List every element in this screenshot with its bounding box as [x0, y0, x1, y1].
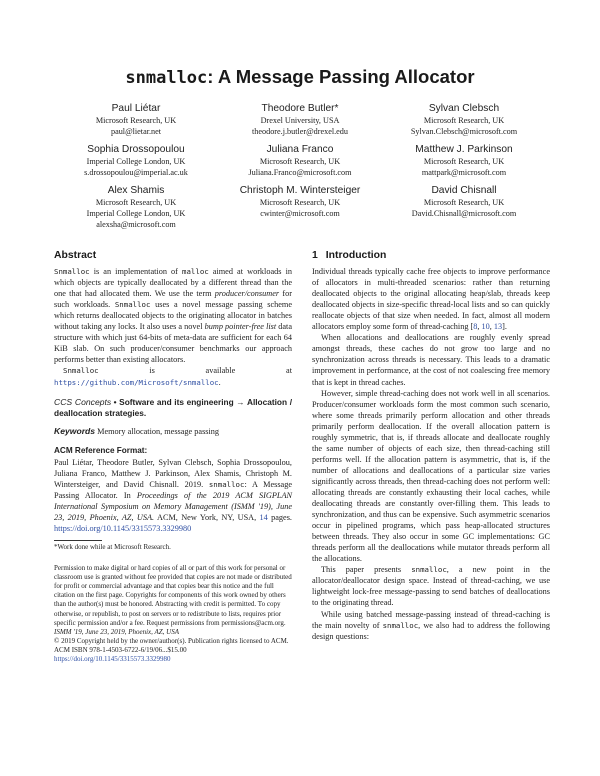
text: Paul Liétar, Theodore Butler, Sylvan Clebsch, Sophia Drossopoulou, Juliana Franco, Matthew J. Parkinson, Alex Shamis, Christoph M. Wintersteiger, and David Chisnall. 2019.	[54, 457, 292, 489]
author-affiliation: Microsoft Research, UK	[259, 198, 341, 207]
author-name: David Chisnall	[431, 185, 497, 196]
author-affiliation: Microsoft Research, UK	[95, 198, 177, 207]
author-email[interactable]: cwinter@microsoft.com	[260, 209, 340, 218]
code-snmalloc: Snmalloc	[63, 366, 99, 376]
text: is available at	[98, 366, 292, 376]
author-email[interactable]: Juliana.Franco@microsoft.com	[248, 168, 352, 177]
code-snmalloc: snmalloc	[411, 565, 447, 575]
author	[382, 184, 546, 230]
citation-link[interactable]: 8	[473, 322, 478, 332]
author-name: Juliana Franco	[266, 144, 334, 155]
title-prefix: snmalloc	[125, 68, 208, 88]
keywords-text: Memory allocation, message passing	[97, 426, 220, 436]
permission-text: Permission to make digital or hard copies of all or part of this work for personal or classroom use is granted without fee provided that copies are not made or distributed for profit or commercial advantage and that copies bear this notice and the full citation on the first page. Copyrights for components of this work owned by others than the author(s) must be honored. Abstracting with credit is permitted. To copy otherwise, or republish, to post on servers or to redistribute to lists, requires prior specific permission and/or a fee. Request permissions from permissions@acm.org.	[54, 564, 292, 627]
citation-link[interactable]: 10	[481, 322, 490, 332]
author-block	[54, 102, 546, 230]
author-affiliation: Microsoft Research, UK	[423, 157, 505, 166]
author	[54, 143, 218, 178]
author-email[interactable]: alexsha@microsoft.com	[96, 220, 176, 229]
paragraph: However, simple thread-caching does not work well in all scenarios. Producer/consumer workloads form the most common such scenario, where some threads primarily perform allocation and other threads primarily perform deallocation. If the overall allocation pattern is roughly symmetric, that is, if threads allocate and deallocate roughly the same number of objects of each size, then thread-caching still performs well. If the allocation pattern is asymmetric, that is, if the number of allocations and deallocations of a particular size varies significantly across threads, then thread-caching does not perform well: allocating threads are constantly exhausting their local caches, while deallocating threads are constantly over-filling them. This leads to synchronization, and thus can be expensive. Such asymmetric scenarios occur in pipelined programs, which pass heap-allocated structures between threads. They also occur in some GC implementations: GC threads perform all the deallocations while mutator threads perform all the allocations.	[312, 388, 550, 564]
paragraph: When allocations and deallocations are roughly evenly spread amongst threads, these caches do not grow too large and no synchronization across threads is necessary. This leads to a dramatic improvement in performance, at the cost of not coalescing free memory that is kept in thread caches.	[312, 333, 550, 387]
keywords-label: Keywords	[54, 425, 96, 436]
abstract-paragraph	[54, 266, 292, 365]
footnote: *Work done while at Microsoft Research.	[54, 543, 171, 552]
permission-block	[54, 564, 292, 664]
code-snmalloc: snmalloc	[382, 620, 419, 630]
text: : A Message Passing Allocator. In	[54, 479, 292, 500]
author-email[interactable]: mattpark@microsoft.com	[421, 168, 507, 177]
author-affiliation-2: Imperial College London, UK	[86, 209, 186, 218]
author-email[interactable]: theodore.j.butler@drexel.edu	[252, 127, 348, 136]
author-name: Alex Shamis	[107, 185, 165, 196]
text: While using batched message-passing instead of thread-caching is the main novelty of	[312, 609, 550, 630]
text: ].	[502, 322, 507, 332]
text: This paper presents	[321, 565, 412, 575]
text: ACM, New York, NY, USA,	[154, 512, 260, 522]
author	[218, 184, 382, 230]
author-name: Sophia Drossopoulou	[87, 144, 185, 155]
author	[54, 184, 218, 230]
code-malloc: malloc	[182, 267, 209, 277]
author	[218, 102, 382, 137]
paragraph: Individual threads typically cache free objects to improve performance of allocators in multi-threaded scenarios: rather than returning deallocated objects to the original allocating heap/slab, threads keep deallocated objects in size-specific thread-local lists and so can quickly reallocate objects of that size when needed. In fact, almost all modern allocators employ some form of thread-caching [8, 10, 13].	[312, 267, 550, 332]
isbn-line: ACM ISBN 978-1-4503-6722-6/19/06...$15.00	[54, 645, 187, 654]
text: .	[218, 377, 221, 387]
paragraph	[312, 564, 550, 608]
section-number: 1	[312, 250, 318, 261]
text: Individual threads typically cache free objects to improve performance of allocators in multi-threaded scenarios: rather than returning deallocated objects to the original allocating heap/slab, threads keep deallocated objects in size-specific thread-local lists and so can quickly reallocate objects of that size when needed. In fact, almost all modern allocators employ some form of thread-caching [	[312, 267, 550, 332]
copyright-line: © 2019 Copyright held by the owner/author(s). Publication rights licensed to ACM.	[54, 636, 289, 645]
author-email[interactable]: David.Chisnall@microsoft.com	[411, 209, 517, 218]
author-name: Christoph M. Wintersteiger	[239, 185, 361, 196]
emph-term: bump pointer-free list	[204, 322, 277, 332]
author-name: Sylvan Clebsch	[428, 103, 500, 114]
abstract-availability	[54, 365, 292, 387]
author-name: Matthew J. Parkinson	[415, 144, 513, 155]
author-email[interactable]: s.drossopoulou@imperial.ac.uk	[84, 168, 188, 177]
acm-reference	[54, 445, 292, 534]
section-heading	[312, 250, 550, 261]
author-affiliation: Drexel University, USA	[260, 116, 340, 125]
text: data structure with which just 64-bits of meta-data are sufficient for each 64 KiB slab. On such producer/consumer benchmarks our approach performs better than existing allocators.	[54, 322, 292, 365]
paragraph	[312, 609, 550, 642]
text: is an implementation of	[89, 267, 183, 277]
text: uses a novel message passing scheme which returns deallocated objects to the originating allocator in batches without taking any locks. It also uses a novel	[54, 300, 292, 332]
author	[382, 102, 546, 137]
ccs-concepts	[54, 397, 292, 419]
text: pages.	[267, 512, 292, 522]
code-snmalloc: snmalloc	[208, 479, 245, 489]
section-title: Introduction	[325, 250, 387, 261]
text: , a new point in the allocator/deallocator design space. Instead of thread-caching, we use lightweight lock-free message-passing to send batches of deallocations to the originating thread.	[312, 565, 550, 608]
text: , we also had to address the following design questions:	[312, 620, 551, 641]
author-affiliation: Microsoft Research, UK	[423, 198, 505, 207]
text: for such workloads.	[54, 289, 292, 310]
doi-link[interactable]: https://doi.org/10.1145/3315573.3329980	[54, 524, 192, 534]
author-affiliation: Microsoft Research, UK	[423, 116, 505, 125]
venue-line: ISMM '19, June 23, 2019, Phoenix, AZ, USA	[54, 627, 180, 636]
left-column	[54, 250, 292, 664]
doi-link[interactable]: https://doi.org/10.1145/3315573.3329980	[54, 655, 171, 664]
author	[382, 143, 546, 178]
author-affiliation: Microsoft Research, UK	[95, 116, 177, 125]
author	[218, 143, 382, 178]
text: aimed at workloads in which objects are typically deallocated by a different thread than the one that had allocated them. We use the term	[54, 267, 292, 299]
author-name: Theodore Butler*	[261, 103, 339, 114]
footnote-rule	[54, 540, 102, 541]
author-email[interactable]: Sylvan.Clebsch@microsoft.com	[410, 127, 518, 136]
author-email[interactable]: paul@lietar.net	[110, 127, 162, 136]
keywords	[54, 426, 292, 437]
pages-link[interactable]: 14	[259, 512, 268, 522]
title-rest: : A Message Passing Allocator	[207, 66, 475, 87]
code-snmalloc: Snmalloc	[54, 267, 90, 277]
author-name: Paul Liétar	[111, 103, 161, 114]
reference-label: ACM Reference Format:	[54, 445, 148, 455]
ccs-text: • Software and its engineering → Allocation / deallocation strategies.	[54, 396, 293, 418]
right-column	[312, 250, 550, 642]
ccs-label: CCS Concepts	[54, 396, 112, 407]
emph-term: producer/consumer	[214, 289, 280, 299]
author-affiliation: Imperial College London, UK	[86, 157, 186, 166]
venue-text: Proceedings of the 2019 ACM SIGPLAN International Symposium on Memory Management (ISMM '19), June 23, 2019, Phoenix, AZ, USA.	[54, 490, 292, 522]
code-snmalloc: Snmalloc	[114, 300, 151, 310]
paper-title	[0, 66, 600, 88]
abstract-heading: Abstract	[54, 250, 97, 261]
citation-link[interactable]: 13	[493, 322, 503, 332]
github-link[interactable]: https://github.com/Microsoft/snmalloc	[54, 377, 219, 387]
author-affiliation: Microsoft Research, UK	[259, 157, 341, 166]
author	[54, 102, 218, 137]
